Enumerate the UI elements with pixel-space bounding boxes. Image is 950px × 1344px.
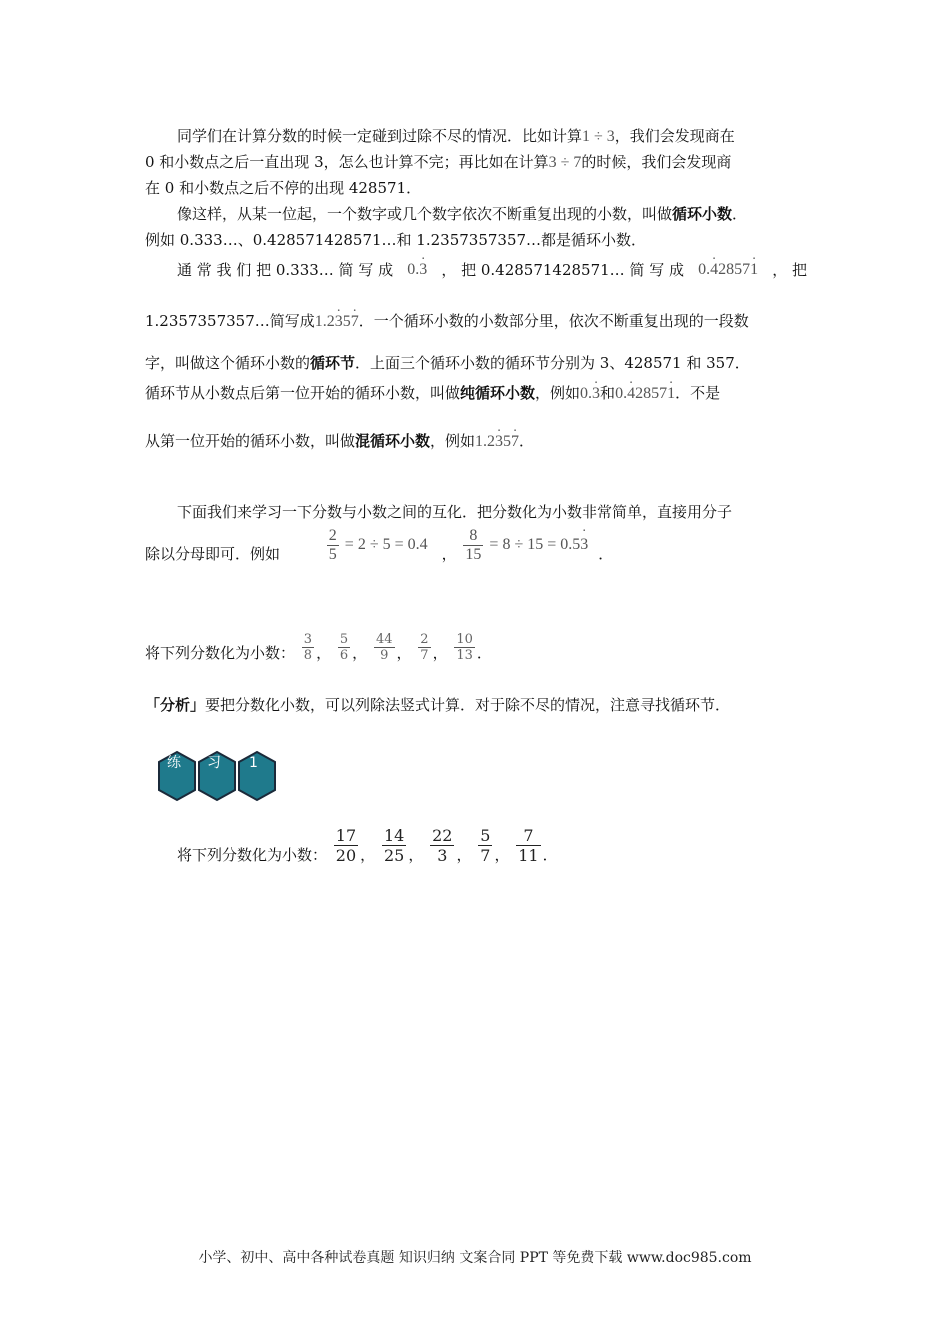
intro-line-1: 同学们在计算分数的时候一定碰到过除不尽的情况．比如计算1 ÷ 3，我们会发现商在 <box>177 127 735 145</box>
badge-char-2: 习 <box>207 755 221 771</box>
page-footer: 小学、初中、高中各种试卷真题 知识归纳 文案合同 PPT 等免费下载 www.doc985.com <box>198 1250 752 1266</box>
analysis-line: 「分析」要把分数化小数，可以列除法竖式计算．对于除不尽的情况，注意寻找循环节． <box>145 696 731 714</box>
notation-line-1: 通 常 我 们 把 0.333… 简 写 成 0.3 · ， 把 0.428571428571… 简 写 成 0.4 ·28571 · ， 把 <box>177 259 807 281</box>
practice-line: 将下列分数化为小数： $\frac{17}{20}$ ， $\frac{14}{25}$ ， $\frac{22}{3}$ ， $\frac{5}{7}$ ， $\frac{7}{11}$ ． <box>177 826 558 865</box>
practice-frac-4: $\frac{5}{7}$ <box>480 826 491 865</box>
practice-badge <box>157 750 277 802</box>
notation-line-4: 循环节从小数点后第一位开始的循环小数，叫做纯循环小数，例如0.3 ·和0.4 ·28571 ·．不是 <box>145 382 720 405</box>
problem-line: 将下列分数化为小数： $\frac{3}{8}$ ， $\frac{5}{6}$ ， $\frac{44}{9}$ ， $\frac{2}{7}$ ， $\frac{10}{13}$ ． <box>145 632 492 663</box>
practice-frac-5: $\frac{7}{11}$ <box>518 826 539 865</box>
notation-line-3: 字，叫做这个循环小数的循环节．上面三个循环小数的循环节分别为 3、428571 和 357． <box>145 354 750 372</box>
example-8-15: $\frac{8}{15}$ = 8 ÷ 15 = 0.53 · <box>461 536 592 553</box>
math-1-2357-rep-2: 1.23 ·57 · <box>475 433 519 450</box>
problem-frac-1: $\frac{3}{8}$ <box>303 632 313 663</box>
badge-char-3: 1 <box>249 755 258 771</box>
badge-char-1: 练 <box>167 755 181 771</box>
math-0-428571-rep-2: 0.4 ·28571 · <box>615 385 675 402</box>
example-2-5: $\frac{2}{5}$ = 2 ÷ 5 = 0.4 <box>328 527 428 563</box>
practice-frac-3: $\frac{22}{3}$ <box>432 826 453 865</box>
math-1-div-3: 1 ÷ 3 <box>582 128 615 145</box>
conversion-line-2: 除以分母即可．例如 $\frac{2}{5}$ = 2 ÷ 5 = 0.4 ， $\frac{8}{15}$ = 8 ÷ 15 = 0.53 · ． <box>145 527 613 564</box>
term-pure-repeating: 纯循环小数 <box>460 384 536 402</box>
problem-frac-5: $\frac{10}{13}$ <box>456 632 473 663</box>
conversion-line-1: 下面我们来学习一下分数与小数之间的互化．把分数化为小数非常简单，直接用分子 <box>177 503 733 521</box>
term-repeating-decimal: 循环小数 <box>672 205 733 223</box>
intro-line-2: 0 和小数点之后一直出现 3，怎么也计算不完；再比如在计算3 ÷ 7的时候，我们会发现商 <box>145 153 732 171</box>
math-0-428571-rep: 0.4 ·28571 · <box>698 259 758 281</box>
math-0-3-rep: 0.3 · <box>407 259 427 281</box>
def-line-2: 例如 0.333…、0.428571428571…和 1.2357357357…都是循环小数． <box>145 231 647 249</box>
notation-line-2: 1.2357357357…简写成1.23 ·57 ·．一个循环小数的小数部分里，依次不断重复出现的一段数 <box>145 310 749 333</box>
math-1-2357-rep: 1.23 ·57 · <box>315 313 359 330</box>
math-3-div-7: 3 ÷ 7 <box>548 154 582 171</box>
practice-frac-1: $\frac{17}{20}$ <box>335 826 357 865</box>
term-repetend: 循环节 <box>310 354 356 372</box>
math-0-3-rep-2: 0.3 · <box>580 385 600 402</box>
intro-line-3: 在 0 和小数点之后不停的出现 428571． <box>145 179 422 197</box>
notation-line-5: 从第一位开始的循环小数，叫做混循环小数，例如1.23 ·57 ·． <box>145 430 534 453</box>
def-line-1: 像这样，从某一位起，一个数字或几个数字依次不断重复出现的小数，叫做循环小数． <box>177 205 748 223</box>
analysis-tag: 「分析」 <box>145 696 206 714</box>
problem-frac-3: $\frac{44}{9}$ <box>375 632 393 663</box>
problem-frac-4: $\frac{2}{7}$ <box>420 632 429 663</box>
term-mixed-repeating: 混循环小数 <box>355 432 431 450</box>
problem-frac-2: $\frac{5}{6}$ <box>339 632 349 663</box>
practice-frac-2: $\frac{14}{25}$ <box>383 826 405 865</box>
